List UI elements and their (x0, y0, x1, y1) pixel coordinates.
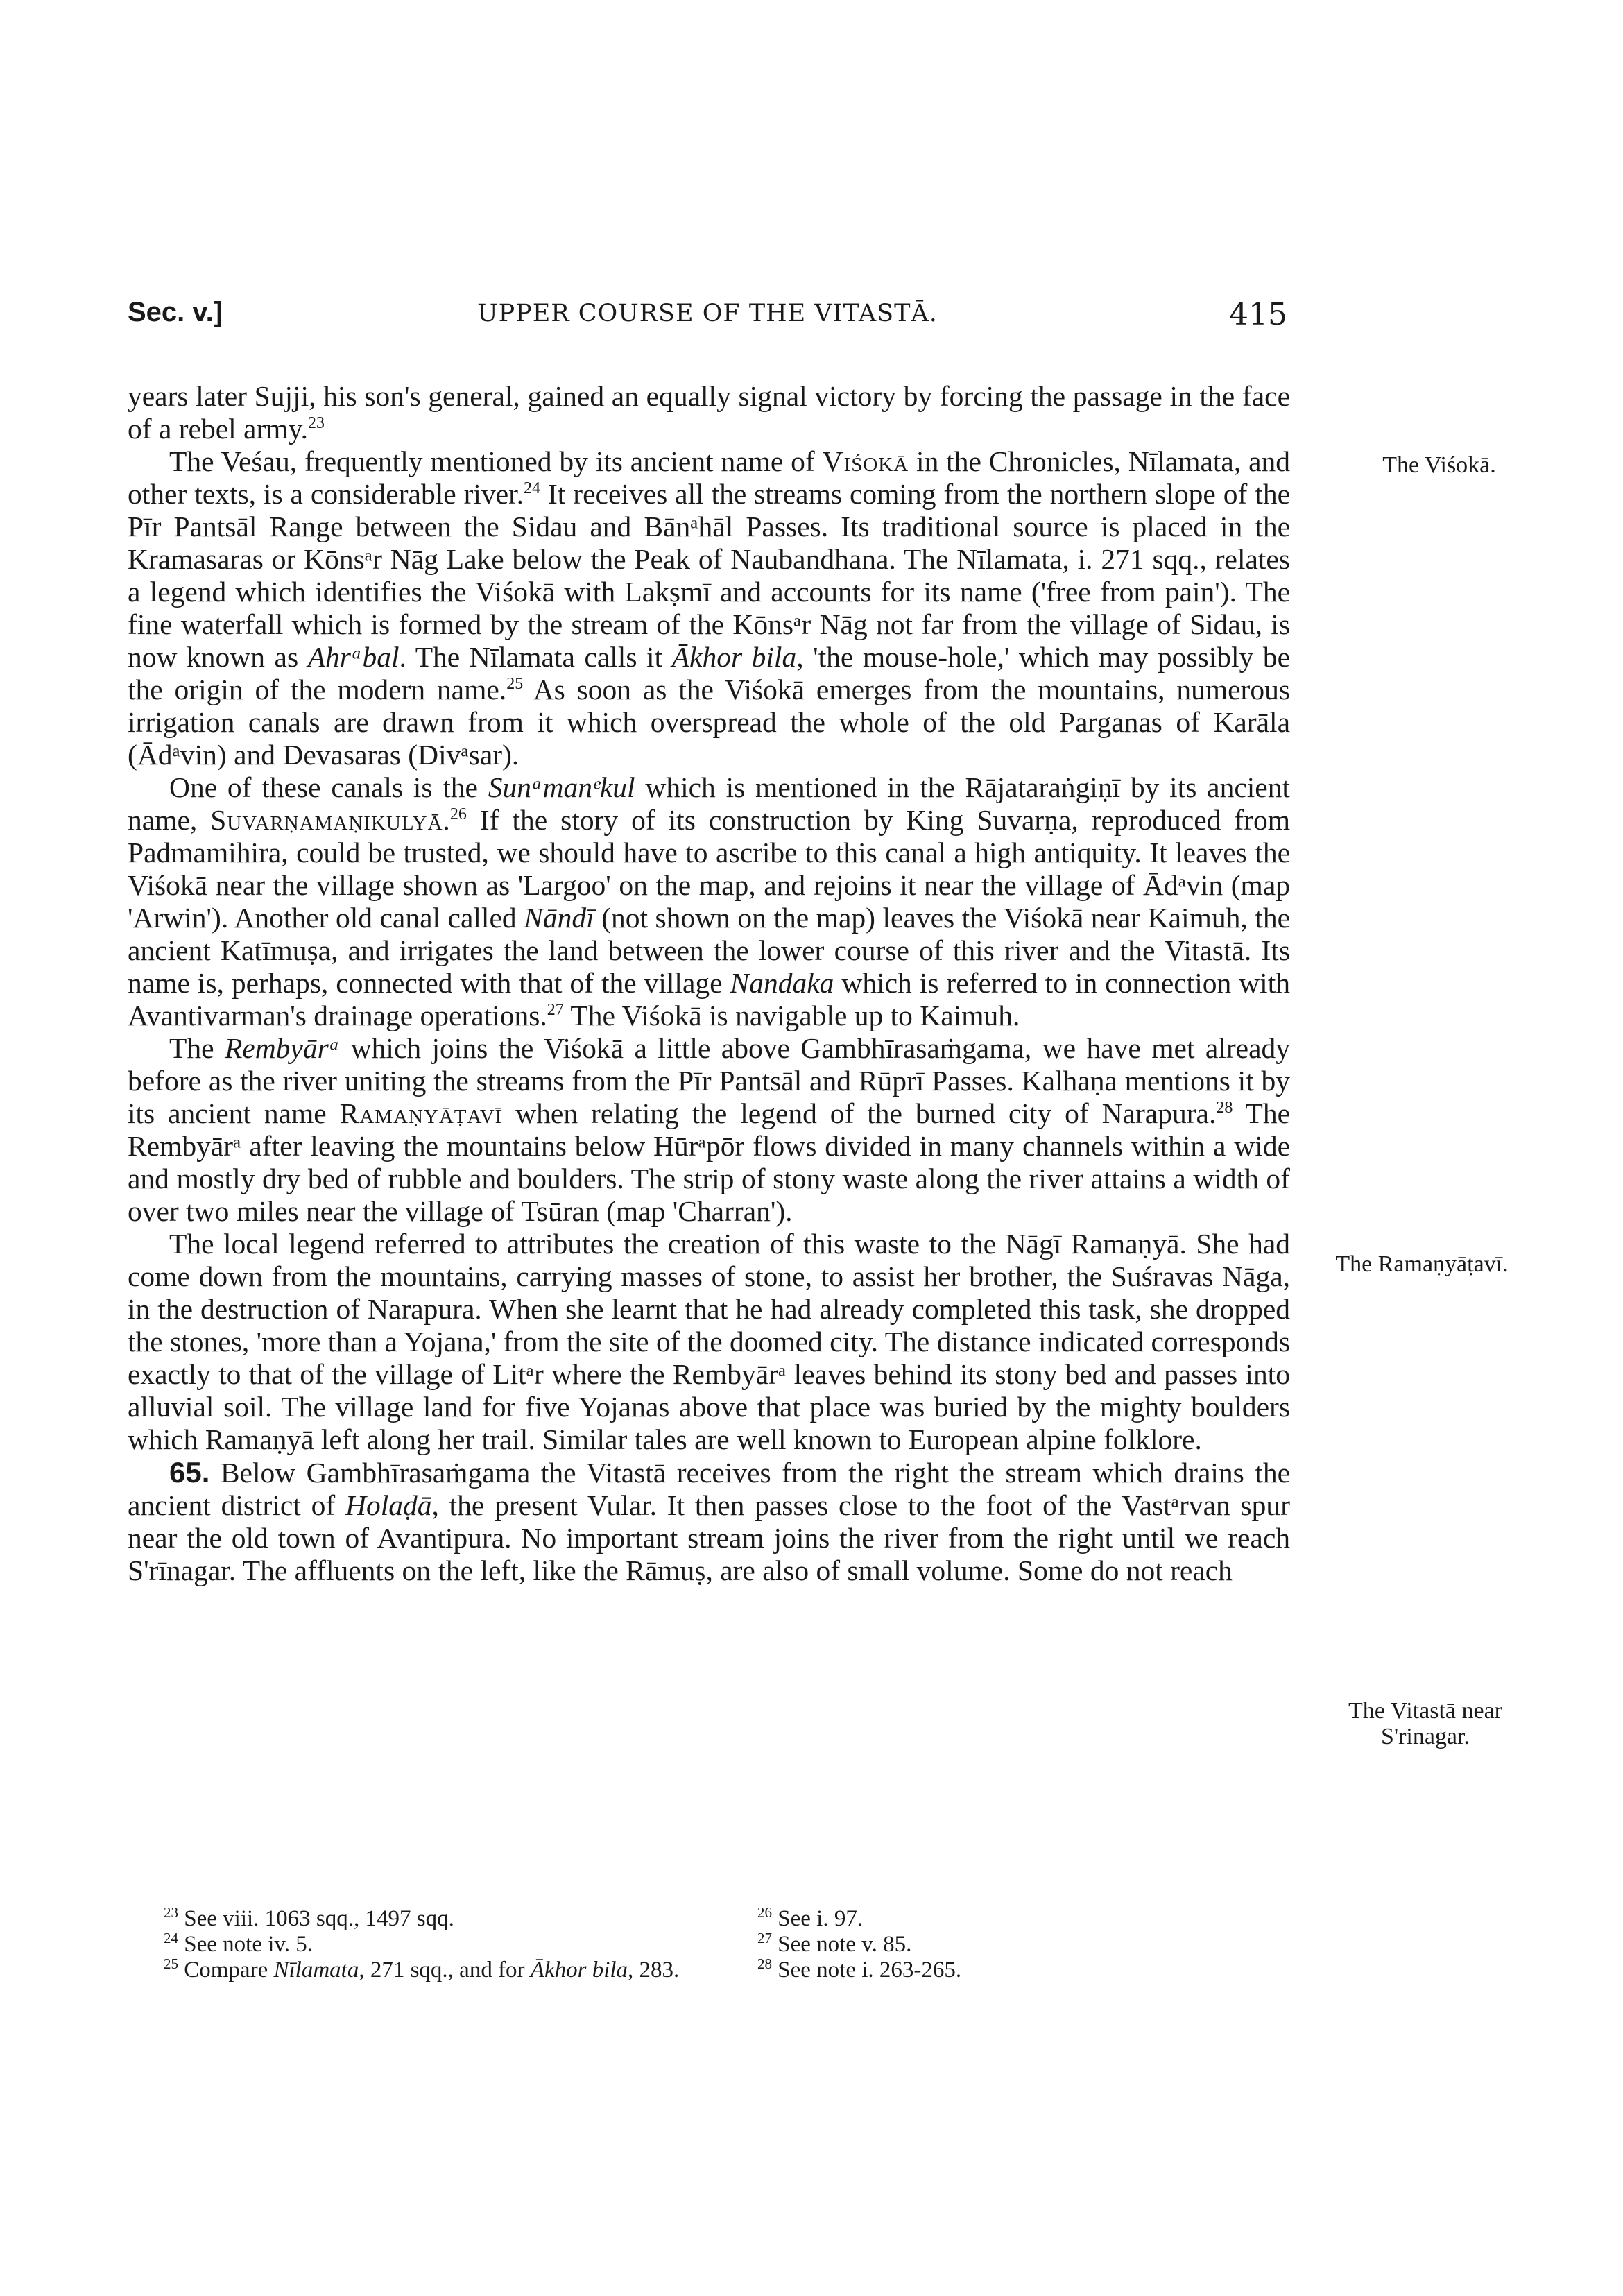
margin-note-visoka: The Viśokā. (1382, 452, 1496, 478)
paragraph-1: years later Sujji, his son's general, gained an equally signal victory by forcing the passage in the face of a rebel army.$^{23}$ (128, 380, 1290, 445)
footnote-ref: 26 (449, 805, 467, 824)
main-text (128, 380, 1290, 1587)
footnote-28: $^{28}$ See note i. 263-265. (757, 1955, 962, 1982)
footnote-27: $^{27}$ See note v. 85. (757, 1930, 912, 1957)
footnotes-left-column (128, 1906, 696, 1983)
footnote-25: $^{25}$ Compare Nīlamata, 271 sqq., and for Ākhor bila, 283. (164, 1955, 680, 1982)
paragraph-5: The local legend referred to attributes the creation of this waste to the Nāgī Ramaṇyā. She had come down from the mountains, carrying masses of stone, to assist her brother, the Suśravas Nāga, in the destruction of Narapura. When she learnt that he had already completed this task, she dropped the stones, 'more than a Yojana,' from the site of the doomed city. The distance indicated corresponds exactly to that of the village of Litᵃr where the Rembyārᵃ leaves behind its stony bed and passes into alluvial soil. The village land for five Yojanas above that place was buried by the mighty boulders which Ramaṇyā left along her trail. Similar tales are well known to European alpine folklore. (128, 1228, 1290, 1455)
footnote-ref: 27 (547, 1001, 564, 1020)
margin-note-ramanyatavi: The Ramaṇyāṭavī. (1335, 1251, 1509, 1277)
footnote-ref: 24 (524, 479, 541, 498)
footnote-ref: 23 (308, 414, 325, 433)
page-number: 415 (1229, 297, 1287, 332)
page-title: UPPER COURSE OF THE VITASTĀ. (477, 300, 938, 327)
footnotes-right-column (721, 1906, 1207, 1983)
footnote-ref: 28 (1216, 1099, 1233, 1117)
footnote-ref: 25 (506, 675, 524, 694)
paragraph-3: One of these canals is the Sunᵃmanᵉkul which is mentioned in the Rājataraṅgiṇī by its ancient name, Suvarṇamaṇikulyā.$^{26}$ If the story of its construction by King Suvarṇa, reproduced from Padmamihira, could be trusted, we should have to ascribe to this canal a high antiquity. It leaves the Viśokā near the village shown as 'Largoo' on the map, and rejoins it near the village of Ādᵃvin (map 'Arwin'). Another old canal called Nāndī (not shown on the map) leaves the Viśokā near Kaimuh, the ancient Katīmuṣa, and irrigates the land between the lower course of this river and the Vitastā. Its name is, perhaps, connected with that of the village Nandaka which is referred to in connection with Avantivarman's drainage operations.$^{27}$ The Viśokā is navigable up to Kaimuh. (128, 771, 1290, 1031)
footnote-24: $^{24}$ See note iv. 5. (164, 1930, 313, 1957)
footnote-23: $^{23}$ See viii. 1063 sqq., 1497 sqq. (164, 1904, 454, 1931)
paragraph-4: The Rembyārᵃ which joins the Viśokā a little above Gambhīrasaṁgama, we have met already before as the river uniting the streams from the Pīr Pantsāl and Rūprī Passes. Kalhaṇa mentions it by its ancient name Ramaṇyāṭavī when relating the legend of the burned city of Narapura.$^{28}$ The Rembyārᵃ after leaving the mountains below Hūrᵃpōr flows divided in many channels within a wide and mostly dry bed of rubble and boulders. The strip of stony waste along the river attains a width of over two miles near the village of Tsūran (map 'Charran'). (128, 1032, 1290, 1227)
section-number: 65. (169, 1456, 210, 1489)
margin-note-vitasta-srinagar: The Vitastā near S'rinagar. (1348, 1698, 1502, 1749)
running-header (128, 297, 1287, 345)
section-label: Sec. v.] (128, 297, 223, 327)
paragraph-6: 65. Below Gambhīrasaṁgama the Vitastā receives from the right the stream which drains the ancient district of Holaḍā, the present Vular. It then passes close to the foot of the Vastᵃrvan spur near the old town of Avantipura. No important stream joins the river from the right until we reach S'rīnagar. The affluents on the left, like the Rāmuṣ, are also of small volume. Some do not reach (128, 1456, 1290, 1586)
paragraph-2: The Veśau, frequently mentioned by its ancient name of Viśokā in the Chronicles, Nīlamata, and other texts, is a considerable river.$^{24}$ It receives all the streams coming from the northern slope of the Pīr Pantsāl Range between the Sidau and Bānᵃhāl Passes. Its traditional source is placed in the Kramasaras or Kōnsᵃr Nāg Lake below the Peak of Naubandhana. The Nīlamata, i. 271 sqq., relates a legend which identifies the Viśokā with Lakṣmī and accounts for its name ('free from pain'). The fine waterfall which is formed by the stream of the Kōnsᵃr Nāg not far from the village of Sidau, is now known as Ahrᵃbal. The Nīlamata calls it Ākhor bila, 'the mouse-hole,' which may possibly be the origin of the modern name.$^{25}$ As soon as the Viśokā emerges from the mountains, numerous irrigation canals are drawn from it which overspread the whole of the old Parganas of Karāla (Ādᵃvin) and Devasaras (Divᵃsar). (128, 445, 1290, 771)
footnote-26: $^{26}$ See i. 97. (757, 1904, 864, 1931)
